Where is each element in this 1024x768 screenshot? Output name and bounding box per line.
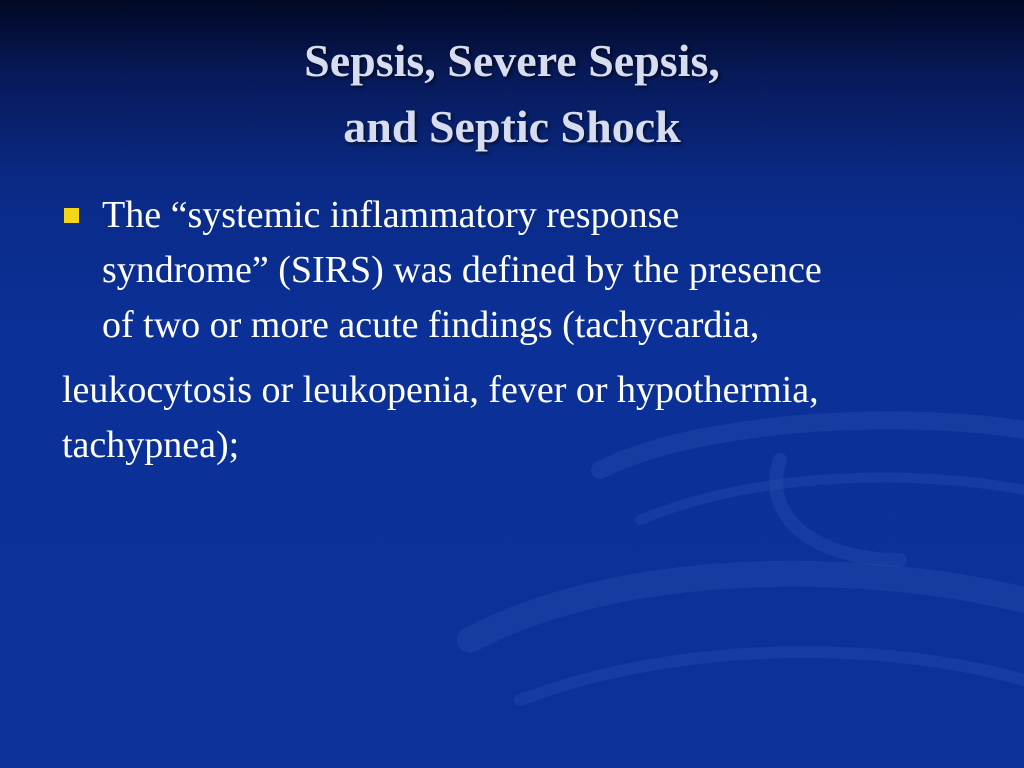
title-line-1: Sepsis, Severe Sepsis,	[304, 35, 720, 86]
bullet-line-2: syndrome” (SIRS) was defined by the presence	[102, 249, 822, 291]
continuation-line-2: tachypnea);	[62, 424, 240, 466]
square-bullet-icon	[64, 208, 79, 223]
bullet-line-1: The “systemic inflammatory response	[102, 194, 680, 236]
bullet-line-3: of two or more acute findings (tachycardia,	[102, 304, 760, 346]
slide-title	[0, 28, 1024, 160]
title-line-2: and Septic Shock	[343, 101, 681, 152]
slide-body	[62, 188, 982, 473]
bullet-item	[62, 188, 982, 353]
continuation-line-1: leukocytosis or leukopenia, fever or hypothermia,	[62, 369, 819, 411]
